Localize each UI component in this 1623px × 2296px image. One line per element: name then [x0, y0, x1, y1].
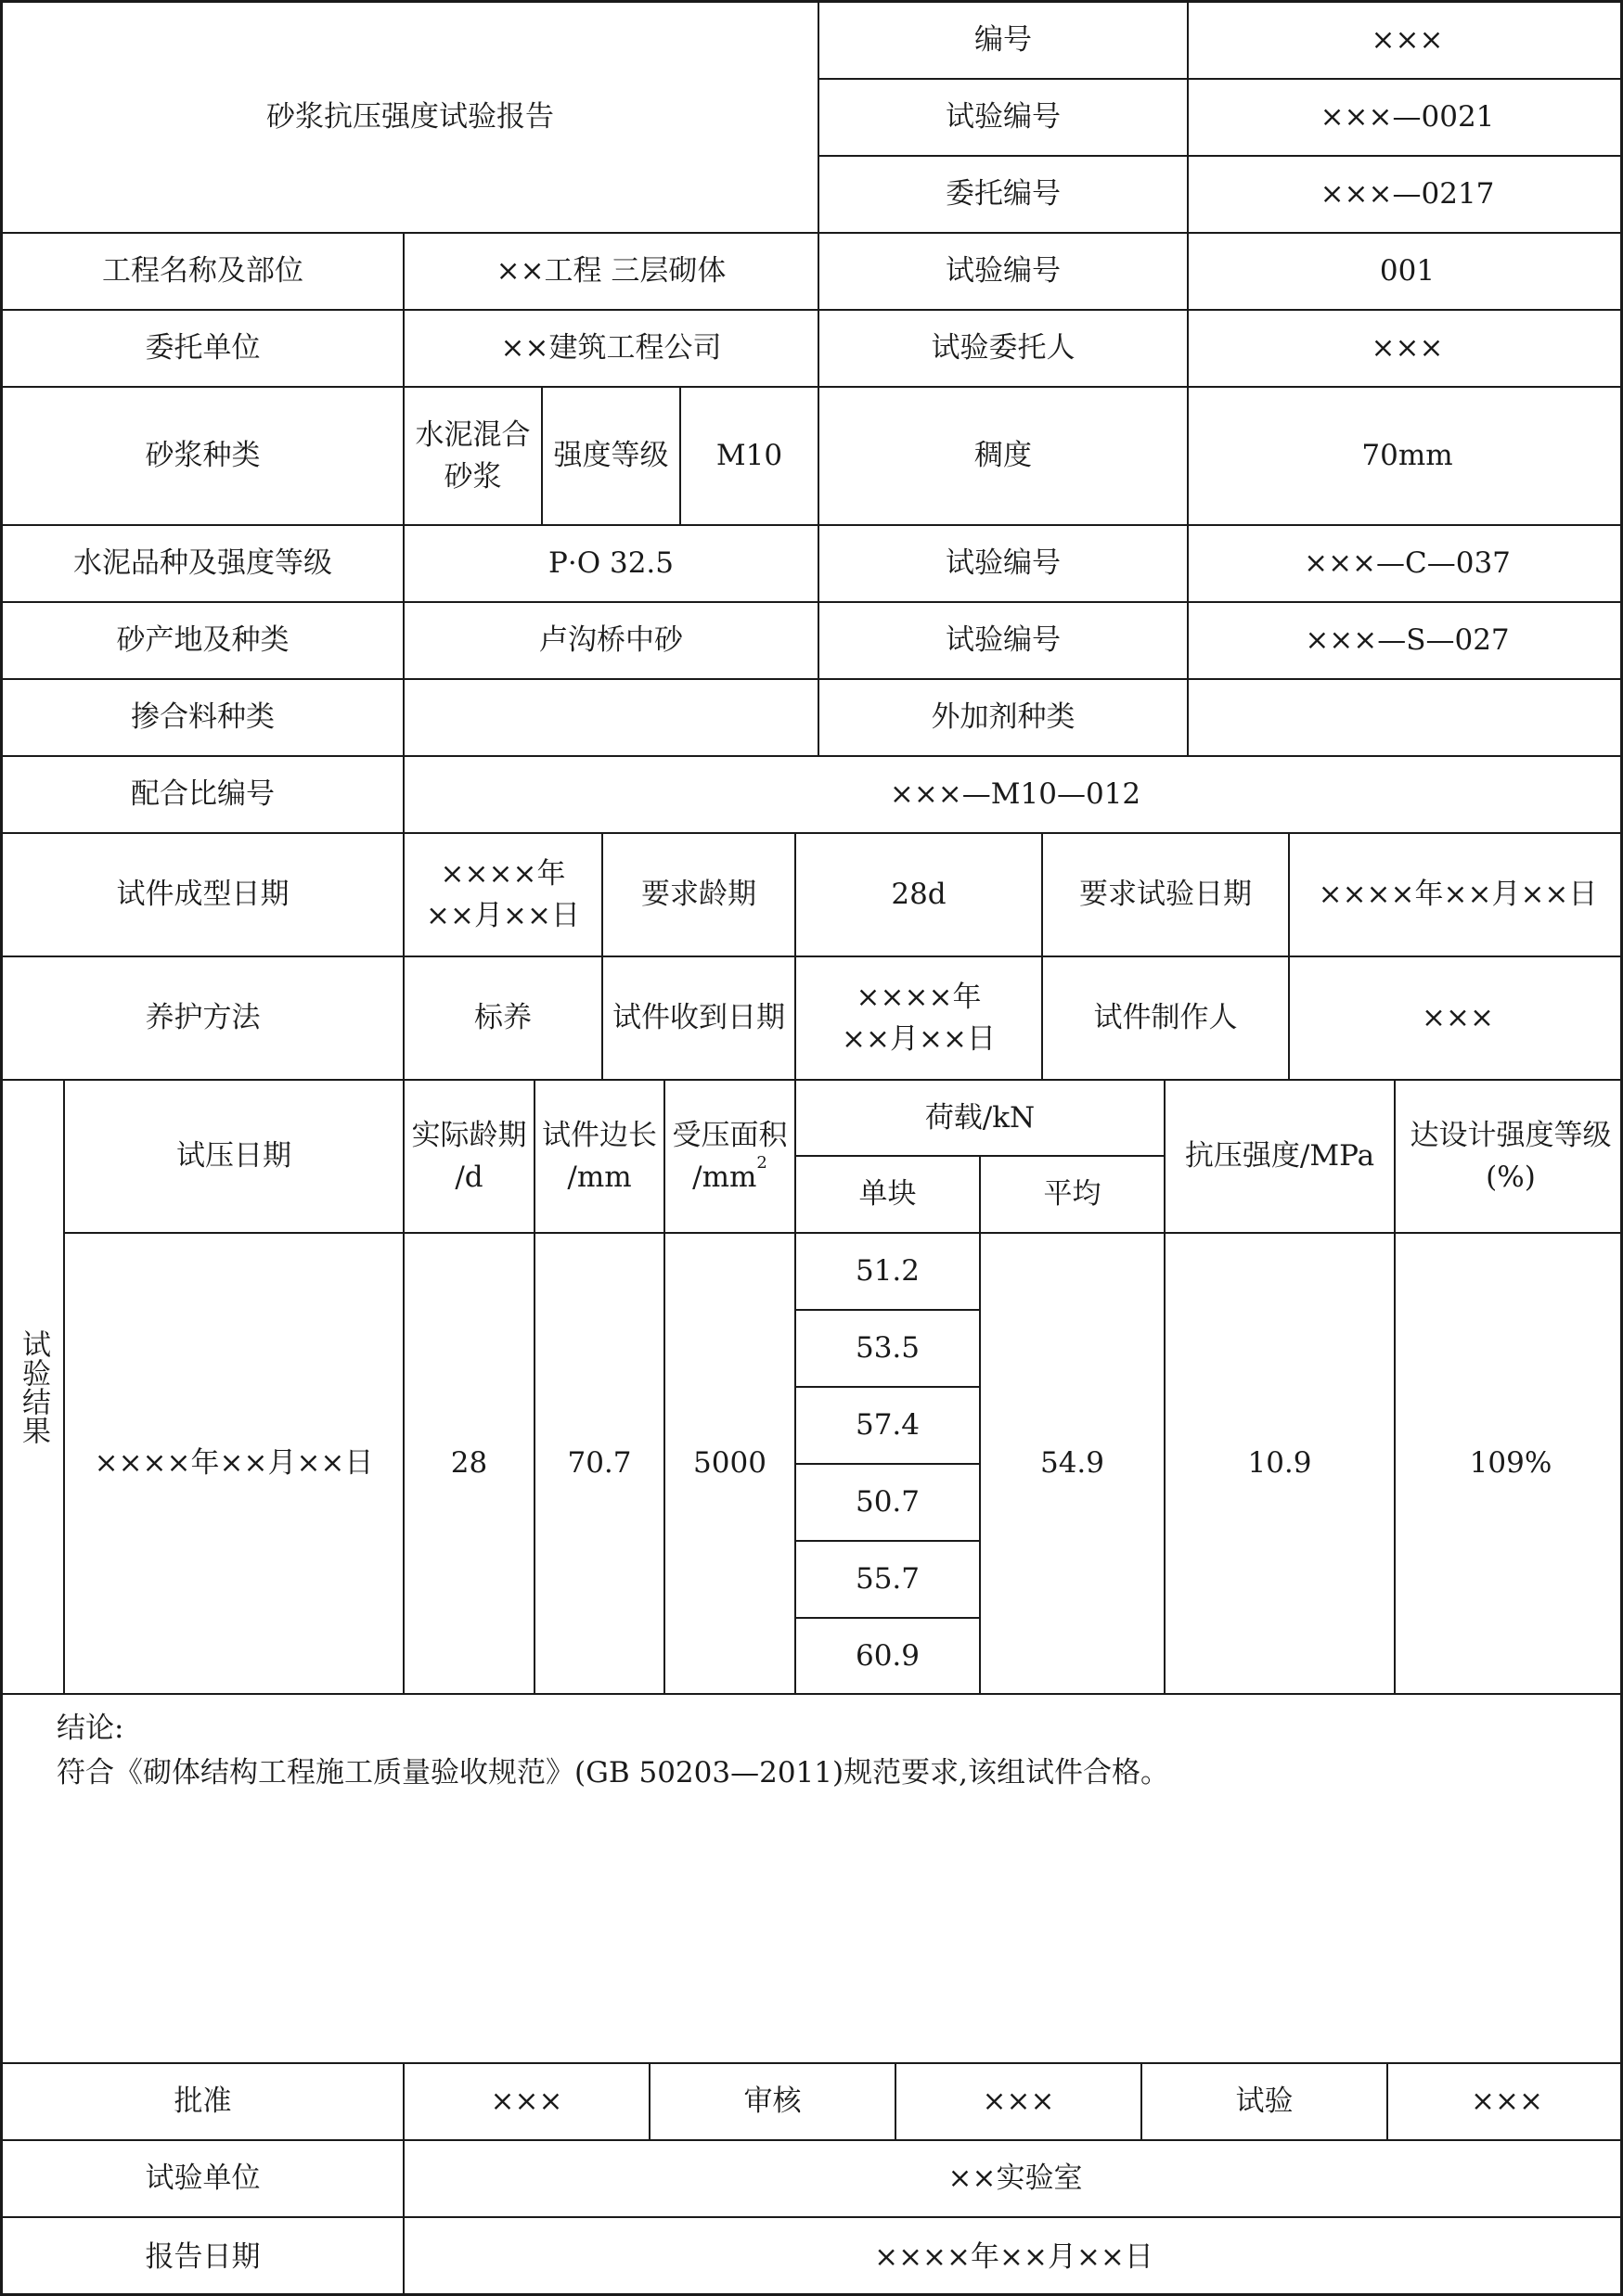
- project-test-no-label: 试验编号: [819, 234, 1189, 311]
- mortar-type-value: [405, 388, 543, 526]
- maker-label: 试件制作人: [1043, 957, 1290, 1081]
- mortar-type-line1: 水泥混合: [415, 417, 531, 452]
- consistency-value: 70mm: [1189, 388, 1623, 526]
- conclusion-block: [3, 1695, 1623, 2064]
- mortar-grade-label: 强度等级: [543, 388, 681, 526]
- number-value: ×××: [1189, 3, 1623, 80]
- col-area-line2: [692, 1152, 767, 1199]
- project-test-no-value: 001: [1189, 234, 1623, 311]
- admixture-value: [405, 680, 819, 757]
- additive-value: [1189, 680, 1623, 757]
- load-single-2: 53.5: [796, 1311, 981, 1388]
- col-strength: 抗压强度/MPa: [1166, 1081, 1396, 1234]
- result-percent: 109%: [1396, 1234, 1623, 1695]
- client-agent-label: 试验委托人: [819, 311, 1189, 388]
- result-actual-age: 28: [405, 1234, 535, 1695]
- col-percent: [1396, 1081, 1623, 1234]
- tester-label: 试验: [1142, 2064, 1388, 2141]
- mortar-type-label: 砂浆种类: [3, 388, 405, 526]
- col-area: [665, 1081, 796, 1234]
- result-strength: 10.9: [1166, 1234, 1396, 1695]
- curing-value: 标养: [405, 957, 603, 1081]
- load-single-5: 55.7: [796, 1542, 981, 1619]
- required-test-date-label: 要求试验日期: [1043, 834, 1290, 957]
- col-load: 荷载/kN: [796, 1081, 1166, 1157]
- report-date-label: 报告日期: [3, 2218, 405, 2296]
- report-date-value: ××××年××月××日: [874, 2239, 1153, 2274]
- mix-label: 配合比编号: [3, 757, 405, 834]
- molding-date-line1: ××××年: [440, 856, 566, 891]
- received-date-line1: ××××年: [856, 980, 982, 1014]
- col-percent-line1: 达设计强度等级: [1410, 1118, 1612, 1152]
- col-area-sup: 2: [756, 1152, 767, 1173]
- load-single-4: 50.7: [796, 1465, 981, 1542]
- review-label: 审核: [650, 2064, 896, 2141]
- col-load-single: 单块: [796, 1157, 981, 1234]
- mortar-grade-value: M10: [681, 388, 819, 526]
- col-edge-line1: 试件边长: [542, 1118, 657, 1152]
- commission-no-value: ×××—0217: [1189, 157, 1623, 234]
- cement-label: 水泥品种及强度等级: [3, 526, 405, 603]
- col-test-date: 试压日期: [65, 1081, 405, 1234]
- received-date-value: [796, 957, 1043, 1081]
- col-actual-age-line2: /d: [455, 1160, 483, 1194]
- client-value: ××建筑工程公司: [405, 311, 819, 388]
- result-load-average: 54.9: [981, 1234, 1166, 1695]
- required-test-date-value: ××××年××月××日: [1290, 834, 1623, 957]
- result-test-date: ××××年××月××日: [65, 1234, 405, 1695]
- number-label: 编号: [819, 3, 1189, 80]
- cement-test-no-value: ×××—C—037: [1189, 526, 1623, 603]
- sand-value: 卢沟桥中砂: [405, 603, 819, 680]
- molding-date: [405, 834, 603, 957]
- col-load-average: 平均: [981, 1157, 1166, 1234]
- result-area: 5000: [665, 1234, 796, 1695]
- mortar-type-line2: 砂浆: [444, 459, 502, 494]
- client-label: 委托单位: [3, 311, 405, 388]
- consistency-label: 稠度: [819, 388, 1189, 526]
- client-agent-value: ×××: [1189, 311, 1623, 388]
- lab-value: ××实验室: [405, 2141, 1623, 2218]
- lab-label: 试验单位: [3, 2141, 405, 2218]
- approve-value: ×××: [405, 2064, 650, 2141]
- cement-test-no-label: 试验编号: [819, 526, 1189, 603]
- test-no-value: ×××—0021: [1189, 80, 1623, 157]
- col-area-unit: /mm: [692, 1160, 757, 1194]
- molding-date-line2: ××月××日: [426, 898, 580, 932]
- cement-value: P·O 32.5: [405, 526, 819, 603]
- sand-test-no-value: ×××—S—027: [1189, 603, 1623, 680]
- received-date-line2: ××月××日: [842, 1021, 996, 1056]
- load-single-6: 60.9: [796, 1619, 981, 1695]
- col-edge-line2: /mm: [567, 1160, 632, 1194]
- load-single-1: 51.2: [796, 1234, 981, 1311]
- additive-label: 外加剂种类: [819, 680, 1189, 757]
- admixture-label: 掺合料种类: [3, 680, 405, 757]
- molding-label: 试件成型日期: [3, 834, 405, 957]
- report-title: [3, 3, 819, 234]
- sand-test-no-label: 试验编号: [819, 603, 1189, 680]
- results-section-label: [3, 1081, 65, 1695]
- col-actual-age: [405, 1081, 535, 1234]
- col-percent-line2: (%): [1486, 1160, 1536, 1194]
- review-value: ×××: [896, 2064, 1142, 2141]
- age-value: 28d: [796, 834, 1043, 957]
- results-section-text: 试验结果: [16, 1329, 50, 1444]
- tester-value: ×××: [1388, 2064, 1623, 2141]
- received-date-label: 试件收到日期: [603, 957, 796, 1081]
- report-title-text: 砂浆抗压强度试验报告: [266, 100, 554, 135]
- maker-value: ×××: [1290, 957, 1623, 1081]
- age-label: 要求龄期: [603, 834, 796, 957]
- conclusion-label: 结论:: [57, 1712, 124, 1745]
- approve-label: 批准: [3, 2064, 405, 2141]
- col-actual-age-line1: 实际龄期: [411, 1118, 527, 1152]
- conclusion-text: 符合《砌体结构工程施工质量验收规范》(GB 50203—2011)规范要求,该组试件合格。: [57, 1756, 1169, 1790]
- mix-value: ×××—M10—012: [405, 757, 1623, 834]
- sand-label: 砂产地及种类: [3, 603, 405, 680]
- project-value: ××工程 三层砌体: [405, 234, 819, 311]
- col-edge-length: [535, 1081, 665, 1234]
- load-single-3: 57.4: [796, 1388, 981, 1465]
- col-area-line1: 受压面积: [672, 1118, 788, 1152]
- result-edge-length: 70.7: [535, 1234, 665, 1695]
- curing-label: 养护方法: [3, 957, 405, 1081]
- project-label: 工程名称及部位: [3, 234, 405, 311]
- test-no-label: 试验编号: [819, 80, 1189, 157]
- commission-no-label: 委托编号: [819, 157, 1189, 234]
